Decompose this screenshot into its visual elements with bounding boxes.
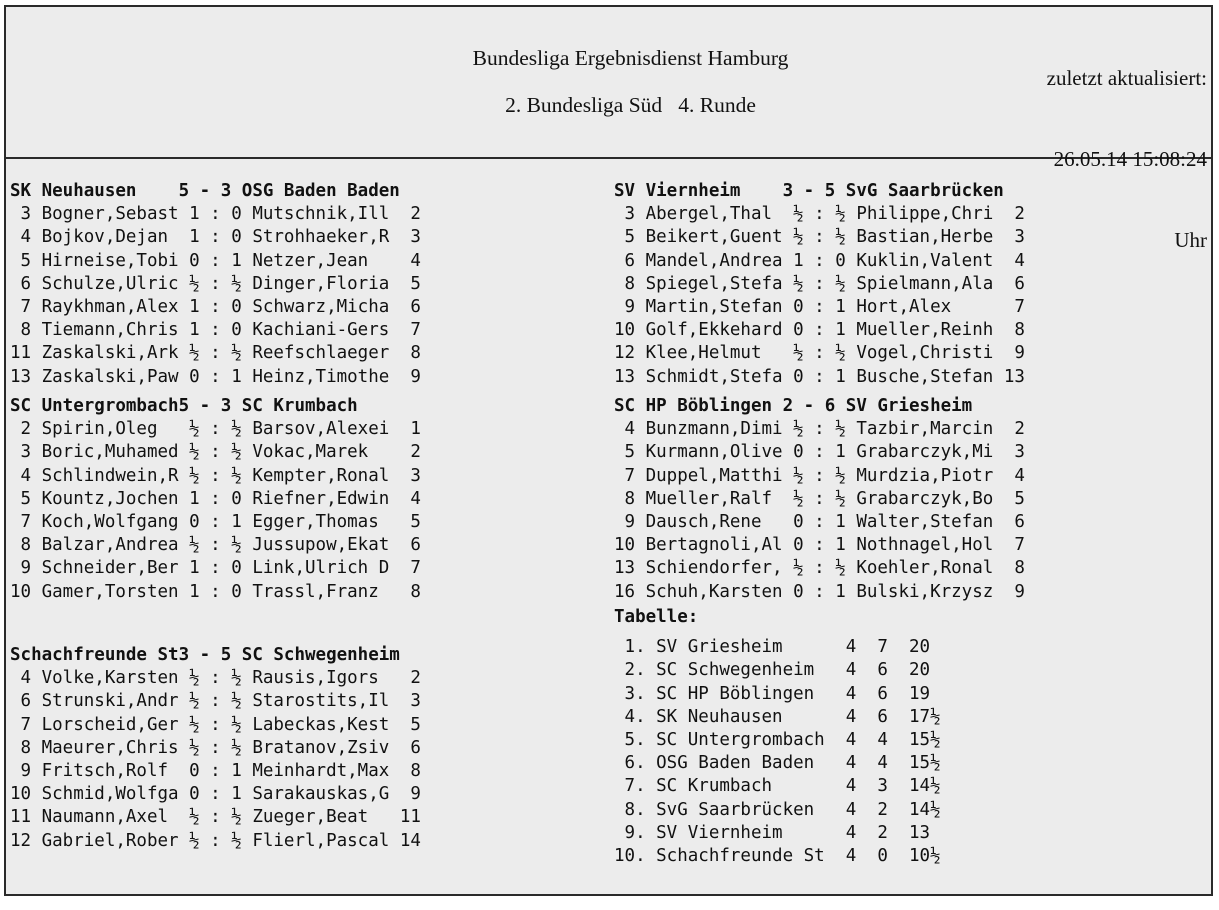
match-row: 13 Schiendorfer, ½ : ½ Koehler,Ronal 8 xyxy=(614,558,1025,579)
standings-rows xyxy=(614,636,941,868)
standings-block xyxy=(614,606,941,868)
standings-row: 10. Schachfreunde St 4 0 10½ xyxy=(614,846,941,867)
standings-row: 8. SvG Saarbrücken 4 2 14½ xyxy=(614,799,941,820)
match-row: 11 Naumann,Axel ½ : ½ Zueger,Beat 11 xyxy=(10,807,421,828)
match-header-line: SC HP Böblingen 2 - 6 SV Griesheim xyxy=(614,396,973,416)
page-title: Bundesliga Ergebnisdienst Hamburg xyxy=(472,46,789,70)
match-header-line: SC Untergrombach5 - 3 SC Krumbach xyxy=(10,396,358,416)
standings-row: 3. SC HP Böblingen 4 6 19 xyxy=(614,683,931,704)
standings-row: 1. SV Griesheim 4 7 20 xyxy=(614,637,931,658)
match-row: 3 Bogner,Sebast 1 : 0 Mutschnik,Ill 2 xyxy=(10,204,421,225)
match-row: 7 Koch,Wolfgang 0 : 1 Egger,Thomas 5 xyxy=(10,512,421,533)
match-row: 7 Duppel,Matthi ½ : ½ Murdzia,Piotr 4 xyxy=(614,465,1025,486)
match-row: 8 Maeurer,Chris ½ : ½ Bratanov,Zsiv 6 xyxy=(10,737,421,758)
match-row: 6 Schulze,Ulric ½ : ½ Dinger,Floria 5 xyxy=(10,273,421,294)
match-row: 13 Schmidt,Stefa 0 : 1 Busche,Stefan 13 xyxy=(614,366,1025,387)
match-header-line: SV Viernheim 3 - 5 SvG Saarbrücken xyxy=(614,181,1004,201)
results-frame xyxy=(4,5,1213,896)
match-row: 12 Gabriel,Rober ½ : ½ Flierl,Pascal 14 xyxy=(10,830,421,851)
last-updated-label: zuletzt aktualisiert: xyxy=(1046,66,1207,90)
match-row: 10 Golf,Ekkehard 0 : 1 Mueller,Reinh 8 xyxy=(614,320,1025,341)
match-header-line: Schachfreunde St3 - 5 SC Schwegenheim xyxy=(10,645,400,665)
match-row: 3 Abergel,Thal ½ : ½ Philippe,Chri 2 xyxy=(614,204,1025,225)
match-block-untergrombach-krumbach xyxy=(10,395,421,604)
match-row: 4 Bojkov,Dejan 1 : 0 Strohhaeker,R 3 xyxy=(10,227,421,248)
standings-row: 7. SC Krumbach 4 3 14½ xyxy=(614,776,941,797)
match-row: 8 Mueller,Ralf ½ : ½ Grabarczyk,Bo 5 xyxy=(614,488,1025,509)
standings-row: 9. SV Viernheim 4 2 13 xyxy=(614,822,931,843)
match-row: 3 Boric,Muhamed ½ : ½ Vokac,Marek 2 xyxy=(10,442,421,463)
match-row: 11 Zaskalski,Ark ½ : ½ Reefschlaeger 8 xyxy=(10,343,421,364)
match-row: 10 Schmid,Wolfga 0 : 1 Sarakauskas,G 9 xyxy=(10,784,421,805)
match-row: 10 Bertagnoli,Al 0 : 1 Nothnagel,Hol 7 xyxy=(614,535,1025,556)
match-block-boeblingen-griesheim xyxy=(614,395,1025,604)
standings-title: Tabelle: xyxy=(614,607,699,627)
match-row: 6 Mandel,Andrea 1 : 0 Kuklin,Valent 4 xyxy=(614,250,1025,271)
last-updated-suffix: Uhr xyxy=(1174,228,1207,252)
match-row: 16 Schuh,Karsten 0 : 1 Bulski,Krzysz 9 xyxy=(614,581,1025,602)
match-row: 8 Balzar,Andrea ½ : ½ Jussupow,Ekat 6 xyxy=(10,535,421,556)
standings-row: 5. SC Untergrombach 4 4 15½ xyxy=(614,730,941,751)
match-row: 5 Beikert,Guent ½ : ½ Bastian,Herbe 3 xyxy=(614,227,1025,248)
last-updated-datetime: 26.05.14 15:08:24 xyxy=(1053,147,1207,171)
match-row: 7 Raykhman,Alex 1 : 0 Schwarz,Micha 6 xyxy=(10,297,421,318)
match-row: 2 Spirin,Oleg ½ : ½ Barsov,Alexei 1 xyxy=(10,419,421,440)
match-row: 7 Lorscheid,Ger ½ : ½ Labeckas,Kest 5 xyxy=(10,714,421,735)
match-row: 5 Kurmann,Olive 0 : 1 Grabarczyk,Mi 3 xyxy=(614,442,1025,463)
match-row: 13 Zaskalski,Paw 0 : 1 Heinz,Timothe 9 xyxy=(10,366,421,387)
standings-row: 6. OSG Baden Baden 4 4 15½ xyxy=(614,753,941,774)
match-block-neuhausen-badenbaden xyxy=(10,180,421,389)
match-row: 9 Dausch,Rene 0 : 1 Walter,Stefan 6 xyxy=(614,512,1025,533)
standings-row: 4. SK Neuhausen 4 6 17½ xyxy=(614,706,941,727)
match-row: 6 Strunski,Andr ½ : ½ Starostits,Il 3 xyxy=(10,691,421,712)
match-row: 4 Bunzmann,Dimi ½ : ½ Tazbir,Marcin 2 xyxy=(614,419,1025,440)
match-row: 4 Schlindwein,R ½ : ½ Kempter,Ronal 3 xyxy=(10,465,421,486)
match-header-line: SK Neuhausen 5 - 3 OSG Baden Baden xyxy=(10,181,400,201)
match-row: 5 Hirneise,Tobi 0 : 1 Netzer,Jean 4 xyxy=(10,250,421,271)
match-block-viernheim-saarbruecken xyxy=(614,180,1025,389)
match-block-schachfreunde-schwegenheim xyxy=(10,644,421,853)
match-row: 9 Fritsch,Rolf 0 : 1 Meinhardt,Max 8 xyxy=(10,761,421,782)
round-subtitle: 2. Bundesliga Süd 4. Runde xyxy=(505,93,756,117)
match-row: 12 Klee,Helmut ½ : ½ Vogel,Christi 9 xyxy=(614,343,1025,364)
match-row: 5 Kountz,Jochen 1 : 0 Riefner,Edwin 4 xyxy=(10,488,421,509)
match-row: 9 Martin,Stefan 0 : 1 Hort,Alex 7 xyxy=(614,297,1025,318)
standings-row: 2. SC Schwegenheim 4 6 20 xyxy=(614,660,931,681)
match-row: 4 Volke,Karsten ½ : ½ Rausis,Igors 2 xyxy=(10,668,421,689)
results-section xyxy=(6,159,1211,894)
match-row: 8 Spiegel,Stefa ½ : ½ Spielmann,Ala 6 xyxy=(614,273,1025,294)
match-row: 9 Schneider,Ber 1 : 0 Link,Ulrich D 7 xyxy=(10,558,421,579)
match-row: 8 Tiemann,Chris 1 : 0 Kachiani-Gers 7 xyxy=(10,320,421,341)
match-row: 10 Gamer,Torsten 1 : 0 Trassl,Franz 8 xyxy=(10,581,421,602)
